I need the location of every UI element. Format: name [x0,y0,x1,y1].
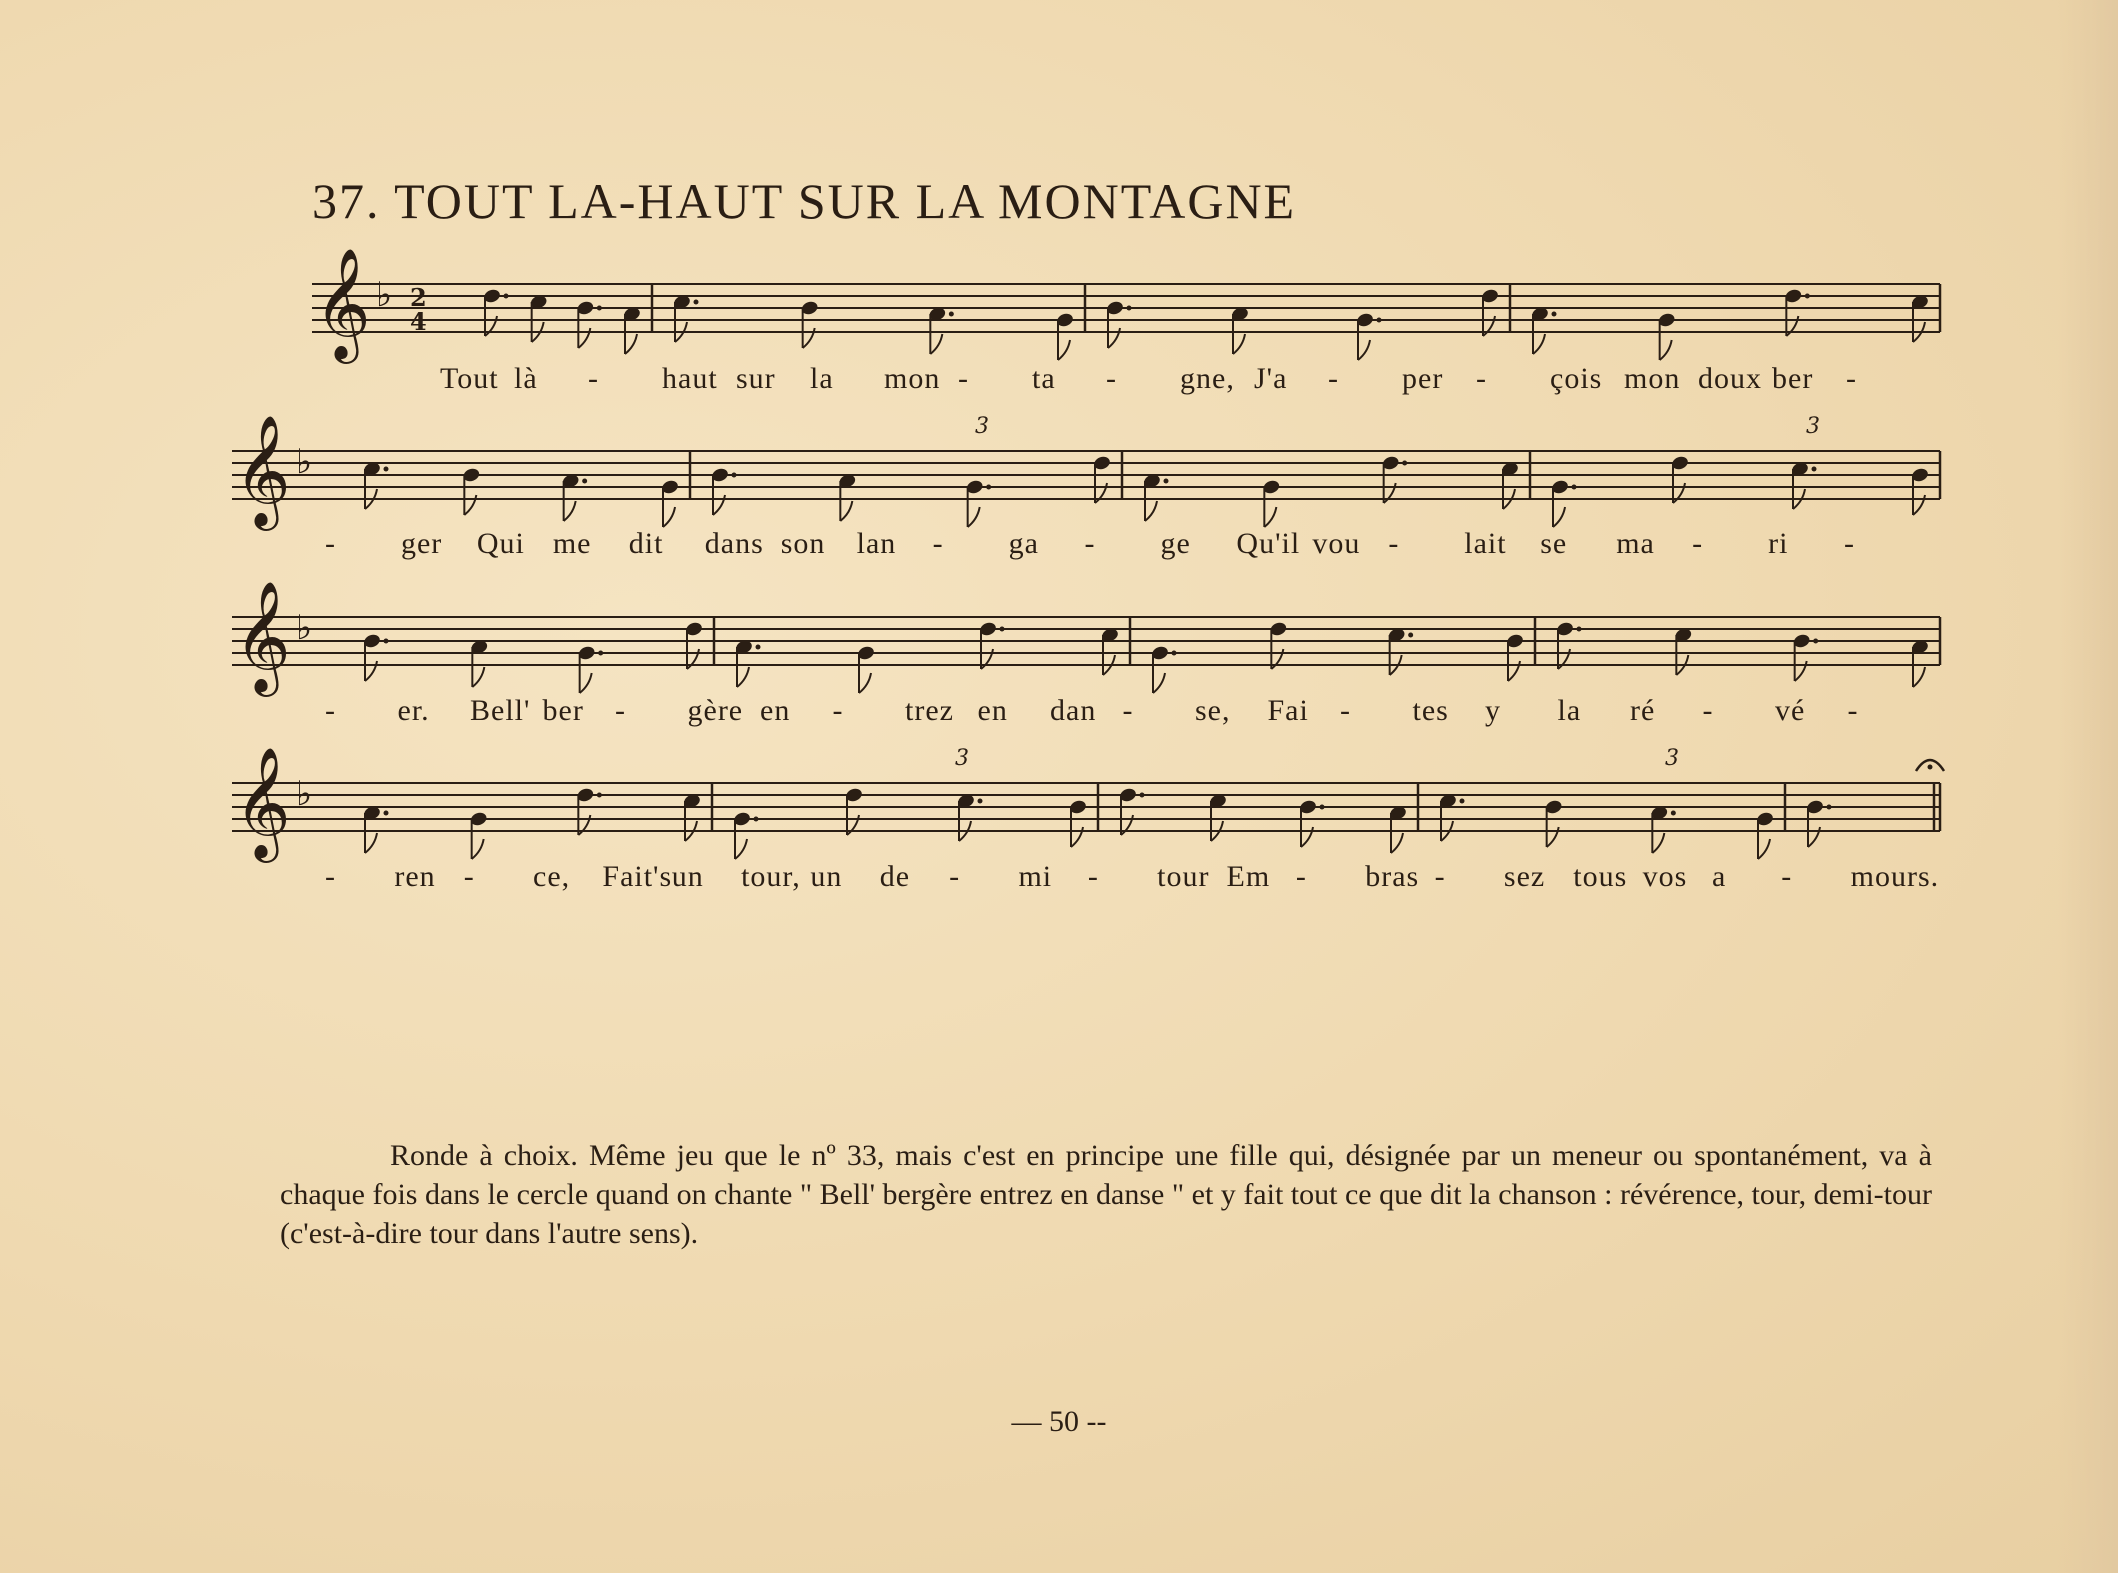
note-dot [1813,639,1818,644]
note-head [1105,300,1124,317]
lyric-syllable: - [588,362,599,395]
flat-sign-icon: ♭ [376,275,393,315]
note-head [1388,805,1407,822]
note-dot [1572,485,1577,490]
lyric-syllable: là [514,362,538,395]
note-flag [1108,328,1120,348]
note-dot [1805,294,1810,299]
lyric-syllable: lan [856,527,897,560]
lyric-syllable: sez [1503,860,1546,893]
lyric-syllable: Em [1226,860,1271,893]
note-flag [1211,821,1223,841]
lyric-syllable: - [949,860,961,893]
note-dot [1402,461,1407,466]
note-dot [1140,793,1145,798]
note-flag [1271,649,1283,669]
time-signature-top: 2 [410,283,427,312]
note-head [734,639,753,656]
song-title: 37. TOUT LA-HAUT SUR LA MONTAGNE [312,173,1297,229]
note-flag [472,839,484,859]
note-flag [1758,839,1770,859]
note-head [1142,473,1161,490]
page-edge-shadow [2058,0,2118,1573]
lyric-syllable: - [1084,527,1096,560]
note-head [1544,799,1563,816]
triplet-mark: 3 [1806,414,1820,439]
note-dot [1812,467,1817,472]
note-dot [694,300,699,305]
note-flag [1558,649,1570,669]
note-flag [1153,673,1165,693]
lyric-syllable: la [810,362,834,395]
note-dot [1671,811,1676,816]
lyric-syllable: vé [1775,694,1806,727]
note-dot [732,473,737,478]
lyric-syllable: - [1844,527,1856,560]
note-flag [1071,827,1083,847]
note-head [1500,461,1519,478]
fermata-dot [1928,765,1933,770]
lyric-syllable: ren [394,860,436,893]
note-head [1092,455,1111,472]
note-head [684,621,703,638]
note-flag [564,501,576,521]
lyric-syllable: mours. [1850,860,1940,893]
lyric-syllable: - [325,860,336,893]
note-dot [986,485,991,490]
note-head [1555,621,1574,638]
note-head [622,306,641,323]
note-dot [597,306,602,311]
note-head [856,645,875,662]
lyric-syllable: ma [1616,527,1655,560]
note-head [1530,306,1549,323]
note-head [1550,479,1569,496]
note-head [660,479,679,496]
lyric-syllable: - [932,527,944,560]
lyric-syllable: a [1711,860,1727,893]
lyric-syllable: gne, [1180,362,1235,395]
note-flag [1793,489,1805,509]
note-flag [663,507,675,527]
note-flag [365,489,377,509]
triplet-mark: 3 [1665,746,1679,771]
note-flag [713,495,725,515]
lyric-syllable: - [1476,362,1487,395]
lyric-syllable: y [1485,694,1501,727]
note-head [1150,645,1169,662]
lyric-syllable: la [1557,694,1582,727]
note-flag [1391,833,1403,853]
note-flag [959,821,971,841]
lyric-syllable: bras [1365,860,1420,893]
note-dot [504,294,509,299]
lyric-syllable: sur [736,362,776,395]
lyric-syllable: - [325,527,336,560]
note-head [1505,633,1524,650]
note-flag [578,328,590,348]
note-flag [580,673,592,693]
note-flag [1095,483,1107,503]
lyric-syllable: se, [1195,694,1231,727]
note-flag [1676,655,1688,675]
note-flag [1652,833,1664,853]
note-dot [384,811,389,816]
note-flag [532,322,544,342]
lyric-syllable: J'a [1254,362,1288,395]
lyric-syllable: ber [1772,362,1814,395]
lyric-syllable: mi [1018,860,1053,893]
lyric-syllable: ce, [533,860,571,893]
note-head [1381,455,1400,472]
note-flag [735,839,747,859]
note-head [470,639,489,656]
note-flag [1145,501,1157,521]
lyric-syllable: vou [1312,527,1361,560]
note-head [732,811,751,828]
note-head [482,288,501,305]
note-flag [485,316,497,336]
lyric-syllable: ger [400,527,443,560]
note-flag [1913,667,1925,687]
note-head [362,461,381,478]
note-head [672,294,691,311]
note-flag [1301,827,1313,847]
note-head [1755,811,1774,828]
note-flag [1483,316,1495,336]
lyric-syllable: son [780,527,826,560]
note-dot [978,799,983,804]
note-flag [1384,483,1396,503]
lyric-syllable: Qu'il [1236,527,1301,560]
note-flag [1103,655,1115,675]
note-head [1790,461,1809,478]
note-head [928,306,947,323]
triplet-mark: 3 [955,746,969,771]
note-head [1805,799,1824,816]
note-flag [625,334,637,354]
treble-clef-icon: 𝄞 [234,746,291,858]
treble-clef-icon: 𝄞 [234,580,291,692]
lyric-syllable: - [1388,527,1400,560]
lyric-syllable: un [810,860,843,893]
note-head [838,473,857,490]
note-head [1480,288,1499,305]
note-dot [1127,306,1132,311]
note-head [844,787,863,804]
note-flag [685,821,697,841]
lyric-syllable: tous [1573,860,1628,893]
note-head [1100,627,1119,644]
lyric-syllable: dans [704,527,764,560]
note-flag [1913,495,1925,515]
note-flag [1533,334,1545,354]
lyric-syllable: ga [1008,527,1039,560]
note-flag [737,667,749,687]
note-head [1230,306,1249,323]
flat-sign-icon: ♭ [296,608,313,648]
lyric-syllable: vos [1642,860,1688,893]
lyric-syllable: per [1402,362,1444,395]
note-dot [1377,318,1382,323]
lyric-syllable: tour [1157,860,1210,893]
note-dot [384,467,389,472]
note-head [577,645,596,662]
note-head [529,294,548,311]
lyric-syllable: - [1781,860,1793,893]
lyric-syllable: dan [1050,694,1097,727]
treble-clef-icon: 𝄞 [234,414,291,526]
note-head [1910,294,1929,311]
lyric-syllable: en [977,694,1008,727]
note-head [1269,621,1288,638]
lyric-syllable: Fai [1267,694,1309,727]
note-head [1657,312,1676,329]
note-dot [1164,479,1169,484]
note-dot [597,793,602,798]
note-head [1298,799,1317,816]
note-head [978,621,997,638]
note-dot [1460,799,1465,804]
lyric-syllable: se [1540,527,1568,560]
note-flag [803,328,815,348]
lyric-syllable: - [615,694,626,727]
note-head [1784,288,1803,305]
note-head [469,811,488,828]
lyric-syllable: - [1087,860,1099,893]
note-head [576,787,595,804]
note-head [800,300,819,317]
note-head [1262,479,1281,496]
note-head [576,300,595,317]
flat-sign-icon: ♭ [296,442,313,482]
lyric-syllable: doux [1698,362,1762,395]
note-head [1670,455,1689,472]
lyric-syllable: Fait's [602,860,673,893]
note-flag [847,815,859,835]
note-dot [1827,805,1832,810]
lyric-syllable: Qui [476,527,525,560]
lyric-syllable: - [1846,362,1857,395]
lyric-syllable: - [1702,694,1714,727]
note-head [1438,793,1457,810]
note-flag [1390,655,1402,675]
triplet-mark: 3 [975,414,989,439]
lyric-syllable: - [1847,694,1859,727]
note-flag [1121,815,1133,835]
lyric-syllable: - [1692,527,1704,560]
note-flag [1503,489,1515,509]
note-flag [1508,661,1520,681]
note-dot [384,639,389,644]
note-dot [582,479,587,484]
instructions-text: Ronde à choix. Même jeu que le nº 33, mais c'est en principe une fille qui, désignée par un meneur ou spontanément, va à chaque fois dans le cercle quand on chante " Bell' bergère entrez en danse " et y fait tout ce que dit la chanson : révérence, tour, demi-tour (c'est-à-dire tour dans l'autre sens). [280,1139,1932,1250]
lyric-syllable: - [325,694,336,727]
lyric-syllable: er. [397,694,430,727]
flat-sign-icon: ♭ [296,774,313,814]
note-flag [464,495,476,515]
note-flag [578,815,590,835]
note-flag [1553,507,1565,527]
lyric-syllable: - [463,860,475,893]
note-head [1910,467,1929,484]
lyric-syllable: - [958,362,969,395]
note-dot [1577,627,1582,632]
lyric-syllable: mon [1624,362,1681,395]
lyric-syllable: ré [1630,694,1656,727]
note-head [682,793,701,810]
note-head [1068,799,1087,816]
page-number: — 50 -- [1011,1405,1107,1438]
note-head [1118,787,1137,804]
time-signature-bottom: 4 [410,307,427,336]
note-head [362,633,381,650]
note-head [965,479,984,496]
note-flag [1786,316,1798,336]
note-flag [1358,340,1370,360]
note-head [1355,312,1374,329]
note-flag [365,661,377,681]
note-head [1792,633,1811,650]
note-head [1055,312,1074,329]
treble-clef-icon: 𝄞 [314,247,371,359]
lyric-syllable: de [879,860,911,893]
note-flag [968,507,980,527]
note-head [1910,639,1929,656]
note-dot [754,817,759,822]
note-flag [1547,827,1559,847]
note-dot [756,645,761,650]
note-head [1674,627,1693,644]
lyric-syllable: - [1295,860,1307,893]
note-flag [1441,821,1453,841]
note-flag [1264,507,1276,527]
note-flag [365,833,377,853]
note-flag [1913,322,1925,342]
lyric-syllable: trez [905,694,954,727]
note-head [956,793,975,810]
lyric-syllable: ri [1768,527,1789,560]
game-instructions [280,1136,1932,1253]
lyric-syllable: haut [662,362,718,395]
note-head [1650,805,1669,822]
lyric-syllable: tes [1412,694,1449,727]
lyric-syllable: ge [1160,527,1191,560]
lyric-syllable: Bell' [470,694,531,727]
lyric-syllable: - [1340,694,1351,727]
lyric-syllable: mon [884,362,941,395]
lyric-syllable: tour, [741,860,801,893]
lyric-syllable: - [1122,694,1134,727]
note-flag [675,322,687,342]
note-flag [859,673,871,693]
lyric-syllable: - [1328,362,1339,395]
note-head [561,473,580,490]
lyric-syllable: en [760,694,791,727]
note-flag [981,649,993,669]
lyric-syllable: lait [1464,527,1507,560]
note-dot [1320,805,1325,810]
note-dot [1552,312,1557,317]
note-dot [949,312,954,317]
lyric-syllable: - [832,694,844,727]
lyric-syllable: - [1434,860,1446,893]
fermata-icon [1916,760,1944,771]
lyric-syllable: me [552,527,592,560]
lyric-syllable: ta [1032,362,1056,395]
note-flag [1673,483,1685,503]
note-dot [1000,627,1005,632]
lyric-syllable: Tout [440,362,499,395]
note-flag [1058,340,1070,360]
note-flag [1660,340,1672,360]
lyric-syllable: un [671,860,704,893]
note-head [1387,627,1406,644]
lyric-syllable: - [1106,362,1117,395]
note-flag [687,649,699,669]
note-flag [472,667,484,687]
note-flag [1233,334,1245,354]
note-flag [930,334,942,354]
lyric-syllable: dit [628,527,664,560]
note-flag [1808,827,1820,847]
lyric-syllable: ber [542,694,584,727]
note-head [1208,793,1227,810]
note-head [710,467,729,484]
lyric-syllable: çois [1550,362,1603,395]
note-flag [840,501,852,521]
note-dot [1172,651,1177,656]
note-dot [598,651,603,656]
note-dot [1408,633,1413,638]
note-head [362,805,381,822]
note-head [462,467,481,484]
note-flag [1795,661,1807,681]
lyric-syllable: gère [687,694,744,727]
